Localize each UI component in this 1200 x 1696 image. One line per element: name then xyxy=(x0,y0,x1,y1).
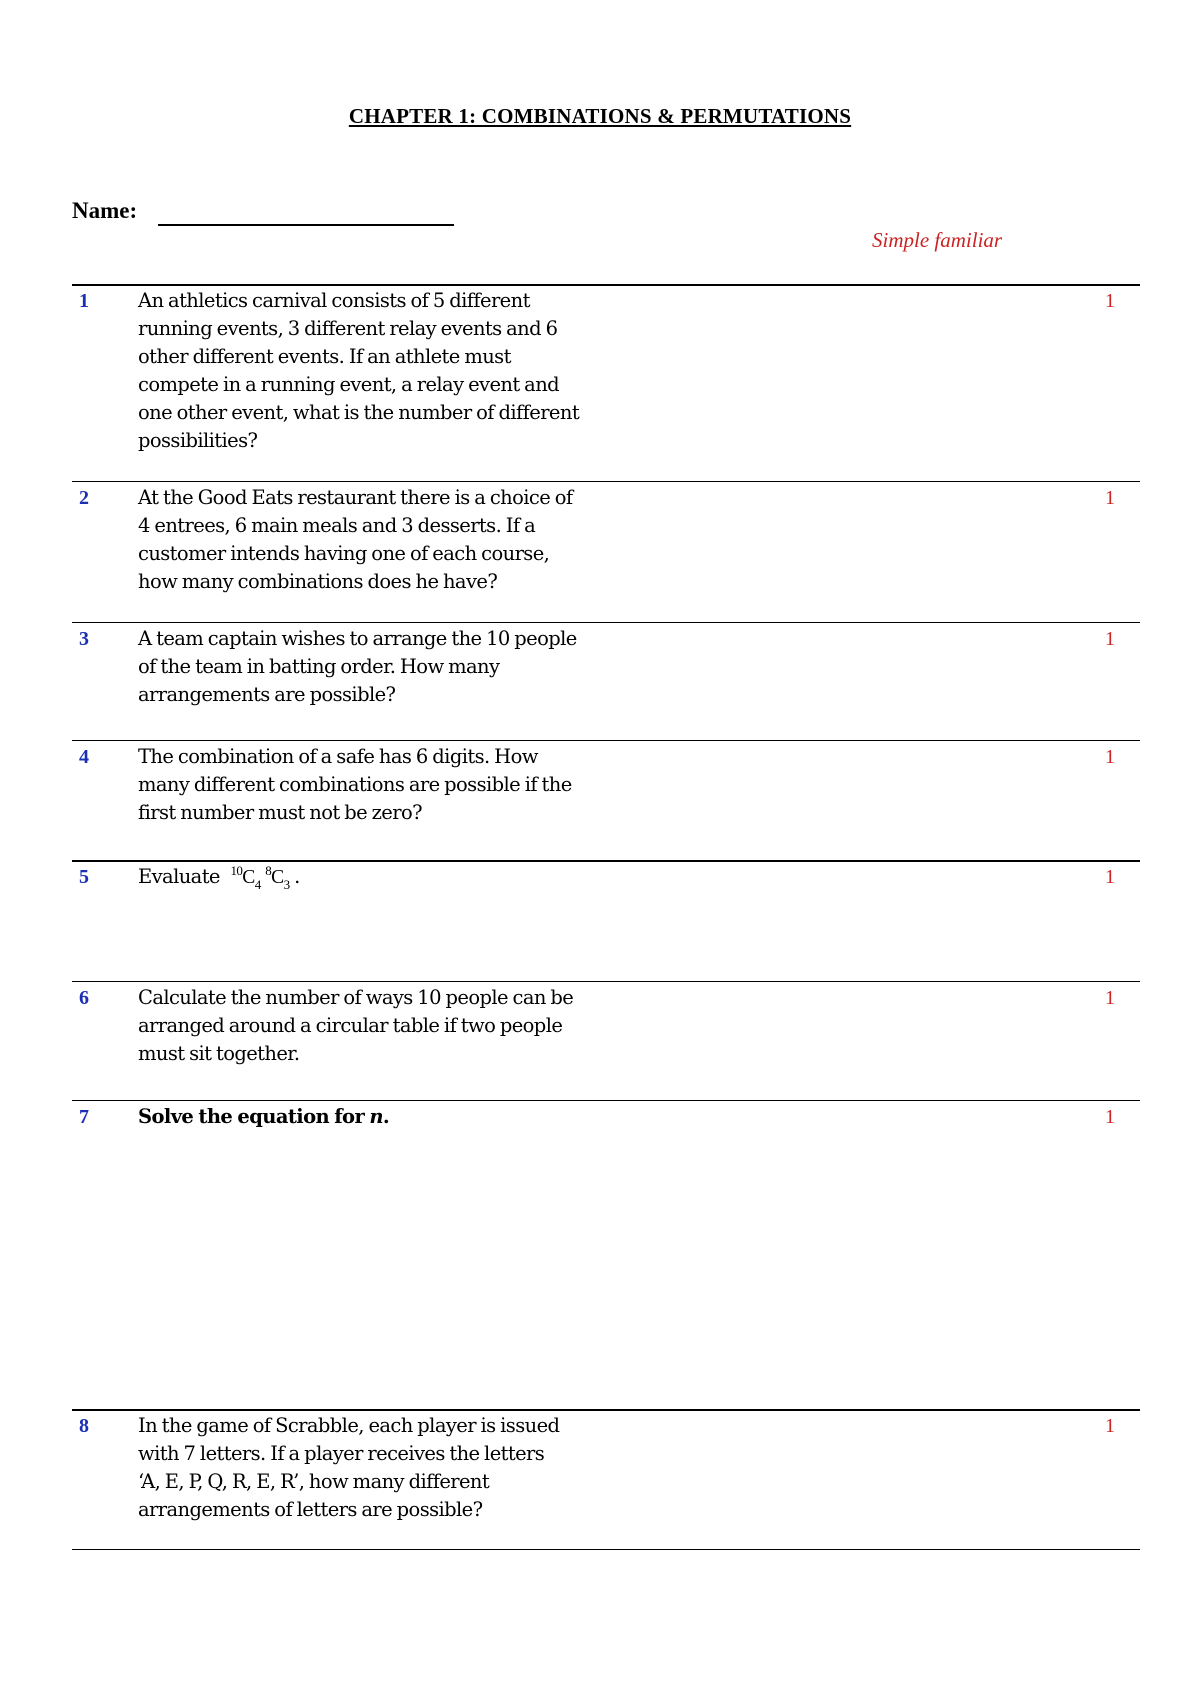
question-divider xyxy=(72,740,1140,741)
question-divider xyxy=(72,481,1140,482)
difficulty-label: Simple familiar xyxy=(872,228,1003,252)
question-line: arrangements are possible? xyxy=(138,683,396,706)
question-text xyxy=(138,484,618,596)
question-line: with 7 letters. If a player receives the letters xyxy=(138,1442,545,1465)
question-marks: 1 xyxy=(1105,487,1115,509)
question-line: At the Good Eats restaurant there is a choice of xyxy=(138,486,573,509)
question-marks: 1 xyxy=(1105,1106,1115,1128)
combination-n: 10 xyxy=(230,863,243,878)
question-instruction: Solve the equation for xyxy=(138,1105,370,1128)
question-line: must sit together. xyxy=(138,1042,300,1065)
question-line: other different events. If an athlete must xyxy=(138,345,511,368)
question-line: Calculate the number of ways 10 people can be xyxy=(138,986,574,1009)
question-marks: 1 xyxy=(1105,290,1115,312)
question-line: of the team in batting order. How many xyxy=(138,655,500,678)
question-text xyxy=(138,743,618,827)
question-divider xyxy=(72,860,1140,862)
question-marks: 1 xyxy=(1105,628,1115,650)
question-text xyxy=(138,1412,618,1524)
question-divider xyxy=(72,981,1140,982)
question-line: possibilities? xyxy=(138,429,258,452)
question-number: 3 xyxy=(79,628,89,650)
question-line: one other event, what is the number of different xyxy=(138,401,580,424)
question-line: arranged around a circular table if two people xyxy=(138,1014,563,1037)
question-divider xyxy=(72,284,1140,286)
question-number: 8 xyxy=(79,1415,89,1437)
question-line: first number must not be zero? xyxy=(138,801,422,824)
question-text xyxy=(138,625,618,709)
name-blank-line[interactable] xyxy=(158,224,454,226)
question-line: compete in a running event, a relay event and xyxy=(138,373,560,396)
expression-end: . xyxy=(294,865,300,888)
question-number: 1 xyxy=(79,290,89,312)
variable-n: n xyxy=(369,1105,383,1128)
combination-c: C xyxy=(242,867,255,888)
question-text xyxy=(138,1103,618,1131)
question-marks: 1 xyxy=(1105,987,1115,1009)
question-line: how many combinations does he have? xyxy=(138,570,498,593)
question-text xyxy=(138,863,618,893)
combination-r: 4 xyxy=(254,877,261,892)
question-line: An athletics carnival consists of 5 different xyxy=(138,289,530,312)
question-marks: 1 xyxy=(1105,866,1115,888)
question-line: In the game of Scrabble, each player is issued xyxy=(138,1414,560,1437)
question-line: 4 entrees, 6 main meals and 3 desserts. If a xyxy=(138,514,536,537)
evaluate-label: Evaluate xyxy=(138,865,220,888)
question-number: 5 xyxy=(79,866,89,888)
question-text xyxy=(138,984,618,1068)
question-number: 2 xyxy=(79,487,89,509)
question-line: customer intends having one of each course, xyxy=(138,542,550,565)
question-divider xyxy=(72,1409,1140,1411)
question-line: many different combinations are possible if the xyxy=(138,773,572,796)
question-marks: 1 xyxy=(1105,746,1115,768)
question-line: A team captain wishes to arrange the 10 people xyxy=(138,627,577,650)
question-text xyxy=(138,287,618,455)
combination-expression xyxy=(230,863,300,892)
bottom-divider xyxy=(72,1549,1140,1550)
question-line: The combination of a safe has 6 digits. How xyxy=(138,745,538,768)
question-number: 7 xyxy=(79,1106,89,1128)
page-title: CHAPTER 1: COMBINATIONS & PERMUTATIONS xyxy=(348,104,852,128)
question-line: ‘A, E, P, Q, R, E, R’, how many different xyxy=(138,1470,490,1493)
question-punctuation: . xyxy=(382,1105,390,1128)
question-divider xyxy=(72,1100,1140,1101)
question-divider xyxy=(72,622,1140,623)
combination-c: C xyxy=(271,867,284,888)
question-number: 6 xyxy=(79,987,89,1009)
question-number: 4 xyxy=(79,746,89,768)
combination-r: 3 xyxy=(283,877,290,892)
question-marks: 1 xyxy=(1105,1415,1115,1437)
question-line: arrangements of letters are possible? xyxy=(138,1498,483,1521)
question-line: running events, 3 different relay events and 6 xyxy=(138,317,558,340)
combination-n: 8 xyxy=(265,863,272,878)
name-label: Name: xyxy=(72,198,138,223)
